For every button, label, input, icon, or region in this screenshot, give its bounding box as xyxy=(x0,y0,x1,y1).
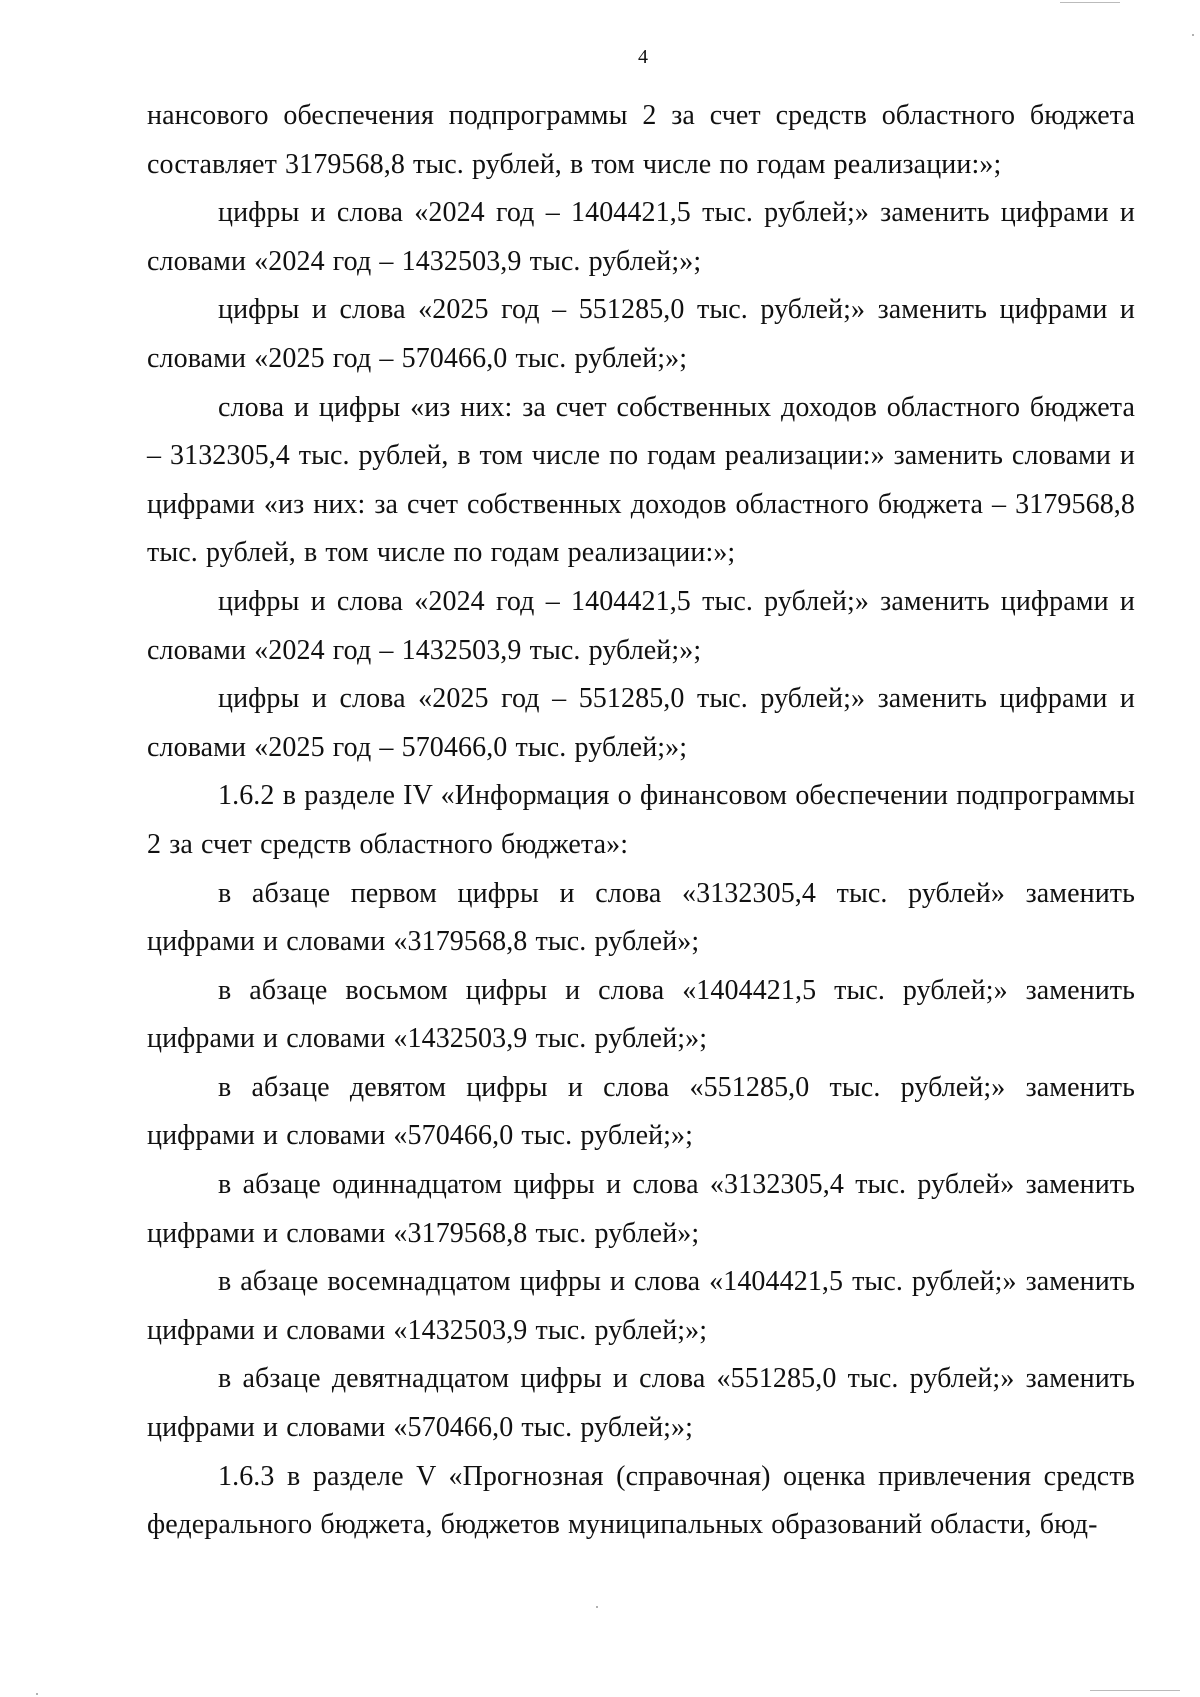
scan-artifact xyxy=(1192,34,1194,36)
paragraph: цифры и слова «2024 год – 1404421,5 тыс. рублей;» заменить цифрами и словами «2024 год – 1432503,9 тыс. рублей;»; xyxy=(147,197,1135,277)
paragraph: цифры и слова «2025 год – 551285,0 тыс. рублей;» заменить цифрами и словами «2025 год – 570466,0 тыс. рублей;»; xyxy=(147,683,1135,763)
paragraph: в абзаце одиннадцатом цифры и слова «3132305,4 тыс. рублей» заменить цифрами и словами «3179568,8 тыс. рублей»; xyxy=(147,1169,1135,1249)
scan-artifact xyxy=(596,1606,598,1608)
paragraph: в абзаце девятом цифры и слова «551285,0 тыс. рублей;» заменить цифрами и словами «570466,0 тыс. рублей;»; xyxy=(147,1071,1135,1152)
section-item-1-6-3: 1.6.3 в разделе V «Прогнозная (справочная) оценка привлечения средств федерального бюджета, бюджетов муниципальных образований области, бюд- xyxy=(147,1460,1135,1541)
scan-artifact xyxy=(1090,1690,1180,1691)
paragraph-continuation: нансового обеспечения подпрограммы 2 за счет средств областного бюджета составляет 3179568,8 тыс. рублей, в том числе по годам реализации:»; xyxy=(147,100,1135,180)
paragraph: цифры и слова «2024 год – 1404421,5 тыс. рублей;» заменить цифрами и словами «2024 год – 1432503,9 тыс. рублей;»; xyxy=(147,585,1135,666)
section-item-1-6-2: 1.6.2 в разделе IV «Информация о финансовом обеспечении подпрограммы 2 за счет средств областного бюджета»: xyxy=(147,780,1135,860)
paragraph: в абзаце восемнадцатом цифры и слова «1404421,5 тыс. рублей;» заменить цифрами и словами «1432503,9 тыс. рублей;»; xyxy=(147,1266,1135,1346)
paragraph: цифры и слова «2025 год – 551285,0 тыс. рублей;» заменить цифрами и словами «2025 год – 570466,0 тыс. рублей;»; xyxy=(147,294,1135,374)
document-body xyxy=(147,92,1135,1550)
paragraph: в абзаце восьмом цифры и слова «1404421,5 тыс. рублей;» заменить цифрами и словами «1432503,9 тыс. рублей;»; xyxy=(147,974,1135,1055)
scan-artifact xyxy=(36,1693,38,1695)
page-number: 4 xyxy=(638,46,648,68)
paragraph: в абзаце первом цифры и слова «3132305,4 тыс. рублей» заменить цифрами и словами «3179568,8 тыс. рублей»; xyxy=(147,877,1135,958)
paragraph: слова и цифры «из них: за счет собственных доходов областного бюджета – 3132305,4 тыс. рублей, в том числе по годам реализации:» заменить словами и цифрами «из них: за счет собственных доходов областного бюджета – 3179568,8 тыс. рублей, в том числе по годам реализации:»; xyxy=(147,391,1135,569)
paragraph: в абзаце девятнадцатом цифры и слова «551285,0 тыс. рублей;» заменить цифрами и словами «570466,0 тыс. рублей;»; xyxy=(147,1363,1135,1444)
scan-artifact xyxy=(1060,2,1120,3)
